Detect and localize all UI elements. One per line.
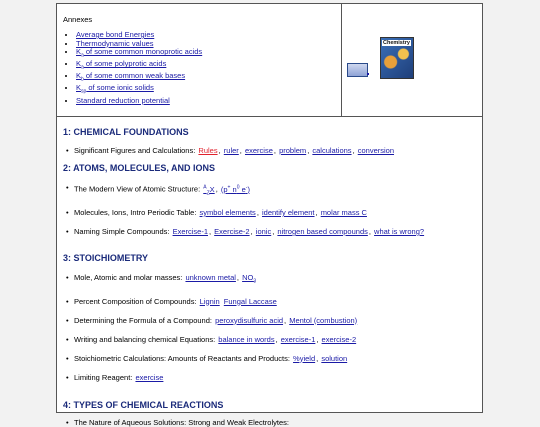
link-dot[interactable] (367, 73, 369, 75)
list-item: • Naming Simple Compounds: Exercise-1, Exercise-2, ionic, nitrogen based compounds, what is wrong? (63, 227, 476, 236)
list-item (63, 373, 476, 382)
link-exercise-1[interactable]: exercise-1 (280, 334, 316, 344)
link-ksp-ionic[interactable]: $K_{sp}$ of some ionic solids (76, 83, 154, 95)
list-item: • Stoichiometric Calculations: Amounts of Reactants and Products: %yield, solution (63, 354, 476, 363)
page (56, 3, 483, 427)
link-calculations[interactable]: calculations (312, 146, 352, 155)
link-exercise[interactable]: exercise (244, 146, 273, 155)
link-ionic[interactable]: ionic (255, 227, 272, 236)
link-particles[interactable]: (p+ $n^0$ e-) (220, 184, 250, 194)
section-title: 1: CHEMICAL FOUNDATIONS (63, 127, 189, 137)
link-what-is-wrong[interactable]: what is wrong? (374, 227, 425, 236)
link-solution[interactable]: solution (321, 353, 348, 363)
link-identify-element[interactable]: identify element (261, 208, 315, 217)
item-label: Molecules, Ions, Intro Periodic Table: (74, 208, 197, 217)
list-item: • Mole, Atomic and molar masses: unknown metal, $NO_3$ (63, 273, 476, 287)
item-label: Significant Figures and Calculations: (74, 146, 196, 155)
link-ruler[interactable]: ruler (223, 146, 239, 155)
section-title: 4: TYPES OF CHEMICAL REACTIONS (63, 399, 224, 410)
link-reduction-potential[interactable]: Standard reduction potential (76, 95, 170, 105)
list-item: • Significant Figures and Calculations: Rules, ruler, exercise, problem, calculations, conversion (63, 146, 476, 155)
link-peroxydisulfuric-acid[interactable]: peroxydisulfuric acid (215, 315, 284, 325)
link-bond-energies[interactable]: Average bond Energies (76, 30, 155, 39)
item-label: Writing and balancing chemical Equations: (74, 334, 216, 344)
book-cover-title: Chemistry (383, 40, 410, 46)
list-item: • The Modern View of Atomic Structure: $^A_Z$X, (p+ $n^0$ e-) (63, 183, 476, 198)
link-lignin[interactable]: Lignin (199, 296, 220, 306)
link-azx[interactable]: $^A_Z$X (203, 184, 215, 196)
item-label: Determining the Formula of a Compound: (74, 315, 212, 325)
link-thermodynamic-values[interactable]: Thermodynamic values (76, 38, 154, 48)
link-no3[interactable]: $NO_3$ (242, 273, 257, 285)
link-nitrogen-compounds[interactable]: nitrogen based compounds (277, 227, 368, 236)
list-item: • Writing and balancing chemical Equations: balance in words, exercise-1, exercise-2 (63, 335, 476, 344)
item-label: The Modern View of Atomic Structure: (74, 184, 201, 194)
item-label: Naming Simple Compounds: (74, 227, 170, 236)
link-ka-monoprotic[interactable]: $K_a$ of some common monoprotic acids (76, 47, 203, 59)
item-label: Limiting Reagent: (74, 372, 133, 382)
annexes-cell (57, 4, 342, 116)
link-ka-polyprotic[interactable]: $K_a$ of some polyprotic acids (76, 59, 167, 71)
link-kb-weak-bases[interactable]: $K_b$ of some common weak bases (76, 71, 186, 83)
content (57, 127, 482, 427)
link-unknown-metal[interactable]: unknown metal (185, 273, 236, 282)
link-exercise[interactable]: exercise (135, 372, 164, 382)
molecule-image[interactable] (347, 63, 368, 77)
annexes-list (63, 31, 341, 105)
link-balance-in-words[interactable]: balance in words (218, 334, 275, 344)
link-yield[interactable]: %yield (293, 353, 316, 363)
link-exercise-1[interactable]: Exercise-1 (172, 227, 208, 236)
list-item: • Molecules, Ions, Intro Periodic Table: symbol elements, identify element, molar mass C (63, 208, 476, 217)
link-exercise-2[interactable]: exercise-2 (321, 334, 357, 344)
annexes-table (57, 4, 482, 117)
link-symbol-elements[interactable]: symbol elements (199, 208, 256, 217)
link-problem[interactable]: problem (279, 146, 307, 155)
annex-item (76, 97, 341, 106)
item-label: The Nature of Aqueous Solutions: Strong and Weak Electrolytes: (74, 417, 289, 427)
book-cover-image[interactable] (380, 37, 414, 79)
section-title: 2: ATOMS, MOLECULES, AND IONS (63, 163, 216, 173)
link-molar-mass-c[interactable]: molar mass C (320, 208, 367, 217)
link-fungal-laccase[interactable]: Fungal Laccase (223, 296, 277, 306)
link-exercise-2[interactable]: Exercise-2 (214, 227, 250, 236)
link-mentol-combustion[interactable]: Mentol (combustion) (289, 315, 358, 325)
item-label: Mole, Atomic and molar masses: (74, 273, 183, 282)
cover-cell (342, 4, 482, 116)
item-label: Stoichiometric Calculations: Amounts of Reactants and Products: (74, 353, 290, 363)
list-item: • Determining the Formula of a Compound: peroxydisulfuric acid, Mentol (combustion) (63, 316, 476, 325)
annexes-title: Annexes (63, 15, 93, 24)
list-item (63, 297, 476, 306)
link-conversion[interactable]: conversion (357, 146, 395, 155)
list-item (63, 418, 476, 427)
item-label: Percent Composition of Compounds: (74, 296, 197, 306)
link-rules[interactable]: Rules (198, 146, 218, 155)
section-title: 3: STOICHIOMETRY (63, 253, 149, 263)
